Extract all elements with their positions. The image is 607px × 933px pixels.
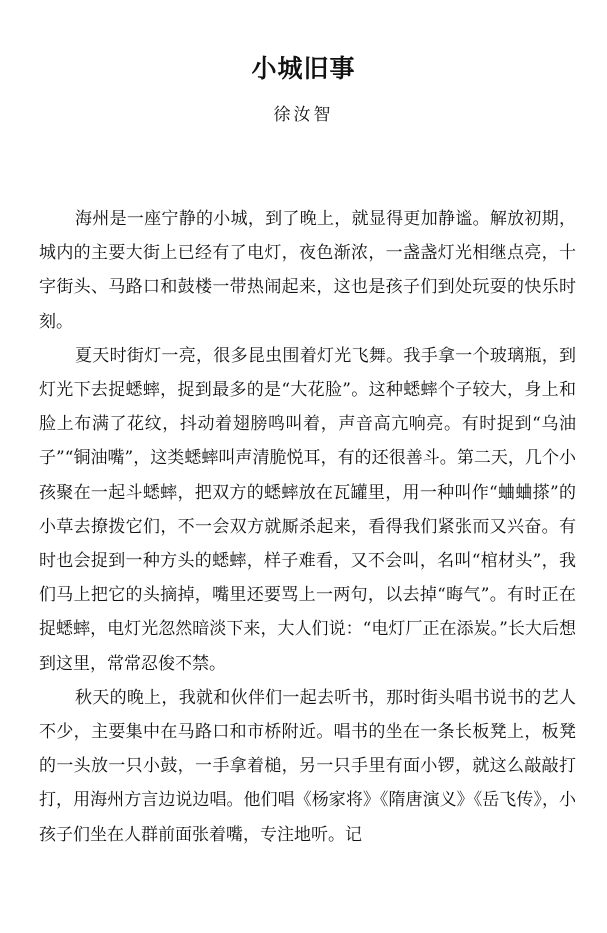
article-body <box>39 202 576 852</box>
article-author: 徐汝智 <box>273 105 334 125</box>
paragraph: 秋天的晚上，我就和伙伴们一起去听书，那时街头唱书说书的艺人不少，主要集中在马路口和市桥附近。唱书的坐在一条长板凳上，板凳的一头放一只小鼓，一手拿着槌，另一只手里有面小锣，就这么敲敲打打，用海州方言边说边唱。他们唱《杨家将》《隋唐演义》《岳飞传》，小孩子们坐在人群前面张着嘴，专注地听。记 <box>39 687 576 845</box>
article-title: 小城旧事 <box>251 54 356 83</box>
paragraph: 夏天时街灯一亮，很多昆虫围着灯光飞舞。我手拿一个玻璃瓶，到灯光下去捉蟋蟀，捉到最多的是“大花脸”。这种蟋蟀个子较大，身上和脸上布满了花纹，抖动着翅膀鸣叫着，声音高亢响亮。有时捉到“乌油子”“铜油嘴”，这类蟋蟀叫声清脆悦耳，有的还很善斗。第二天，几个小孩聚在一起斗蟋蟀，把双方的蟋蟀放在瓦罐里，用一种叫作“蛐蛐搽”的小草去撩拨它们，不一会双方就厮杀起来，看得我们紧张而又兴奋。有时也会捉到一种方头的蟋蟀，样子难看，又不会叫，名叫“棺材头”，我们马上把它的头摘掉，嘴里还要骂上一两句，以去掉“晦气”。有时正在捉蟋蟀，电灯光忽然暗淡下来，大人们说：“电灯厂正在添炭。”长大后想到这里，常常忍俊不禁。 <box>39 345 576 674</box>
paragraph: 海州是一座宁静的小城，到了晚上，就显得更加静谧。解放初期，城内的主要大街上已经有了电灯，夜色渐浓，一盏盏灯光相继点亮，十字街头、马路口和鼓楼一带热闹起来，这也是孩子们到处玩耍的快乐时刻。 <box>39 209 576 332</box>
